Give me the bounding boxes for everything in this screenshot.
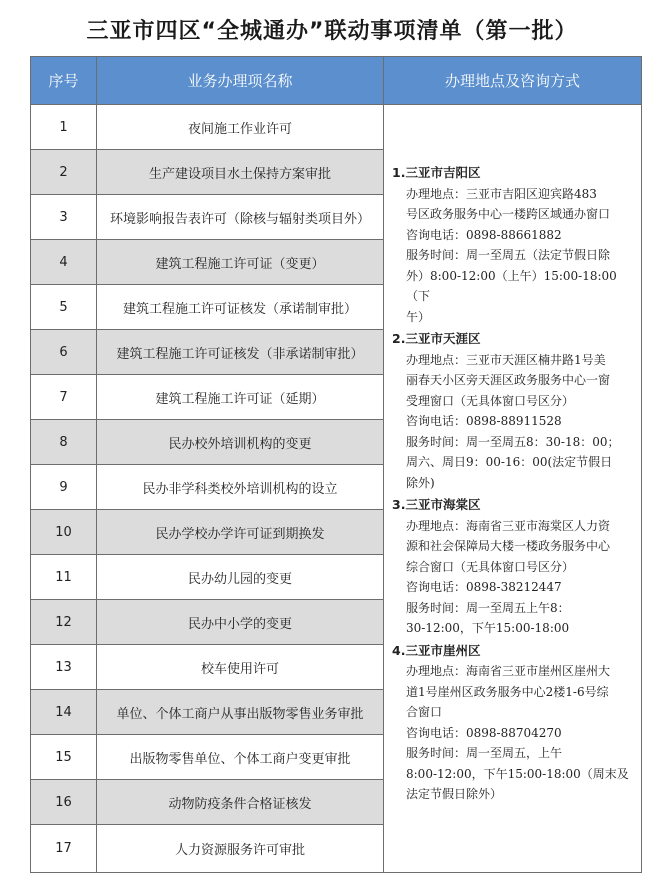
region-block <box>392 495 635 639</box>
region-detail-line: 周六、周日9：00-16：00(法定节假日 <box>406 455 613 469</box>
service-name: 单位、个体工商户从事出版物零售业务审批 <box>97 690 384 735</box>
contact-info-cell <box>384 105 642 873</box>
service-name: 建筑工程施工许可证（变更） <box>97 240 384 285</box>
region-name: 4.三亚市崖州区 <box>392 642 481 658</box>
region-detail-line: 办理地点：海南省三亚市海棠区人力资 <box>406 518 611 533</box>
region-block <box>392 163 635 327</box>
region-detail-line: 午） <box>406 309 431 324</box>
service-name: 生产建设项目水土保持方案审批 <box>97 150 384 195</box>
region-detail-line: 源和社会保障局大楼一楼政务服务中心 <box>406 539 611 553</box>
row-number: 14 <box>31 690 97 735</box>
table-row <box>31 105 642 150</box>
region-detail-line: 合窗口 <box>406 705 443 719</box>
header-contact: 办理地点及咨询方式 <box>384 57 642 105</box>
row-number: 9 <box>31 465 97 510</box>
service-name: 民办非学科类校外培训机构的设立 <box>97 465 384 510</box>
region-detail-line: 服务时间：周一至周五上午8： <box>406 600 570 615</box>
region-detail-line: 咨询电话：0898-88704270 <box>406 725 562 740</box>
region-detail-line: 30-12:00，下午15:00-18:00 <box>406 621 570 635</box>
region-detail-line: 综合窗口（无具体窗口号区分） <box>406 559 575 574</box>
region-detail-line: 咨询电话：0898-88661882 <box>406 227 562 242</box>
row-number: 12 <box>31 600 97 645</box>
region-detail-line: 除外) <box>406 475 435 490</box>
region-name: 3.三亚市海棠区 <box>392 497 481 512</box>
row-number: 4 <box>31 240 97 285</box>
region-detail-line: 外）8:00-12:00（上午）15:00-18:00（下 <box>406 268 617 303</box>
service-name: 民办中小学的变更 <box>97 600 384 645</box>
region-name: 1.三亚市吉阳区 <box>392 165 481 180</box>
region-detail-line: 丽春天小区旁天涯区政务服务中心一窗 <box>406 373 611 387</box>
region-block <box>392 641 635 805</box>
service-name: 环境影响报告表许可（除核与辐射类项目外） <box>97 195 384 240</box>
service-name: 民办学校办学许可证到期换发 <box>97 510 384 555</box>
row-number: 17 <box>31 825 97 873</box>
service-name: 出版物零售单位、个体工商户变更审批 <box>97 735 384 780</box>
region-detail-line: 服务时间：周一至周五8：30-18：00； <box>406 434 620 449</box>
region-name: 2.三亚市天涯区 <box>392 331 481 346</box>
row-number: 10 <box>31 510 97 555</box>
row-number: 3 <box>31 195 97 240</box>
region-detail-line: 服务时间：周一至周五，上午 <box>406 746 563 760</box>
region-detail-line: 8:00-12:00，下午15:00-18:00（周末及 <box>406 766 629 781</box>
row-number: 13 <box>31 645 97 690</box>
row-number: 6 <box>31 330 97 375</box>
service-name: 人力资源服务许可审批 <box>97 825 384 873</box>
row-number: 8 <box>31 420 97 465</box>
row-number: 11 <box>31 555 97 600</box>
row-number: 16 <box>31 780 97 825</box>
region-detail-line: 法定节假日除外） <box>406 787 503 801</box>
service-name: 建筑工程施工许可证（延期） <box>97 375 384 420</box>
service-name: 民办幼儿园的变更 <box>97 555 384 600</box>
region-detail-line: 办理地点：三亚市吉阳区迎宾路483 <box>406 186 597 201</box>
region-detail-line: 号区政务服务中心一楼跨区域通办窗口 <box>406 207 611 221</box>
region-detail-line: 办理地点：三亚市天涯区楠井路1号美 <box>406 352 606 367</box>
region-block <box>392 329 635 493</box>
row-number: 15 <box>31 735 97 780</box>
service-name: 民办校外培训机构的变更 <box>97 420 384 465</box>
page-title: 三亚市四区“全城通办”联动事项清单（第一批） <box>86 19 578 44</box>
region-detail-line: 咨询电话：0898-38212447 <box>406 580 562 594</box>
region-detail-line: 道1号崖州区政务服务中心2楼1-6号综 <box>406 684 609 699</box>
row-number: 1 <box>31 105 97 150</box>
service-name: 建筑工程施工许可证核发（承诺制审批） <box>97 285 384 330</box>
row-number: 7 <box>31 375 97 420</box>
region-detail-line: 咨询电话：0898-88911528 <box>406 414 562 428</box>
region-detail-line: 服务时间：周一至周五（法定节假日除 <box>406 248 611 262</box>
service-table <box>30 56 642 873</box>
row-number: 5 <box>31 285 97 330</box>
service-name: 夜间施工作业许可 <box>97 105 384 150</box>
header-seq: 序号 <box>31 57 97 105</box>
header-name: 业务办理项名称 <box>97 57 384 105</box>
service-name: 动物防疫条件合格证核发 <box>97 780 384 825</box>
service-name: 校车使用许可 <box>97 645 384 690</box>
table-header-row <box>31 57 642 105</box>
region-detail-line: 受理窗口（无具体窗口号区分） <box>406 393 575 408</box>
service-name: 建筑工程施工许可证核发（非承诺制审批） <box>97 330 384 375</box>
row-number: 2 <box>31 150 97 195</box>
region-detail-line: 办理地点：海南省三亚市崖州区崖州大 <box>406 664 611 678</box>
